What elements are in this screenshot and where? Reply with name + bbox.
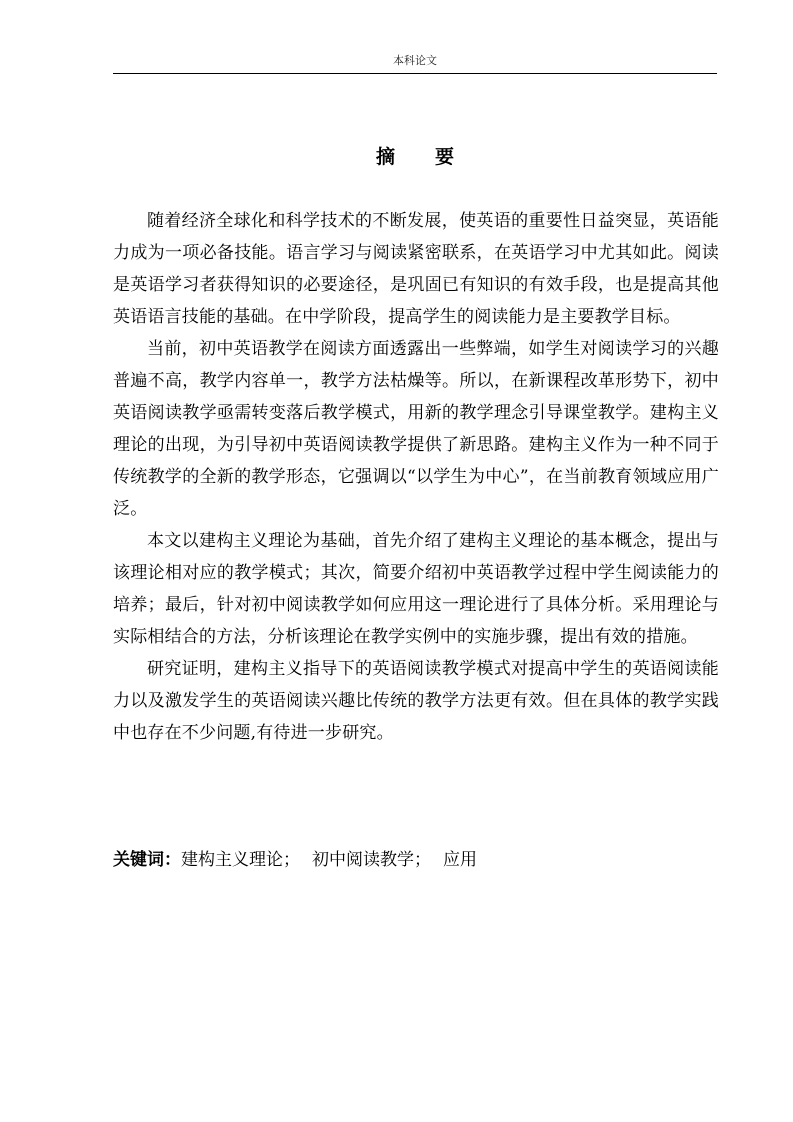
keyword-item: 应用	[443, 850, 477, 870]
abstract-body	[113, 205, 719, 749]
keywords-label: 关键词：	[113, 850, 181, 870]
keyword-item: 建构主义理论；	[181, 850, 300, 870]
running-header: 本科论文	[393, 54, 437, 67]
abstract-paragraph: 研究证明，建构主义指导下的英语阅读教学模式对提高中学生的英语阅读能力以及激发学生的英语阅读兴趣比传统的教学方法更有效。但在具体的教学实践中也存在不少问题,有待进一步研究。	[113, 659, 719, 743]
abstract-paragraph: 随着经济全球化和科学技术的不断发展，使英语的重要性日益突显，英语能力成为一项必备技能。语言学习与阅读紧密联系，在英语学习中尤其如此。阅读是英语学习者获得知识的必要途径，是巩固已有知识的有效手段，也是提高其他英语语言技能的基础。在中学阶段，提高学生的阅读能力是主要教学目标。	[113, 211, 719, 327]
keywords-line	[113, 846, 717, 874]
abstract-paragraph: 当前，初中英语教学在阅读方面透露出一些弊端，如学生对阅读学习的兴趣普遍不高，教学内容单一，教学方法枯燥等。所以，在新课程改革形势下，初中英语阅读教学亟需转变落后教学模式，用新的教学理念引导课堂教学。建构主义理论的出现，为引导初中英语阅读教学提供了新思路。建构主义作为一种不同于传统教学的全新的教学形态，它强调以“以学生为中心”，在当前教育领域应用广泛。	[113, 339, 719, 519]
keyword-item: 初中阅读教学；	[312, 850, 431, 870]
page-title	[113, 144, 717, 170]
title-char-1: 摘	[375, 146, 395, 168]
header-rule	[113, 73, 717, 74]
title-char-2: 要	[435, 146, 455, 168]
abstract-paragraph: 本文以建构主义理论为基础，首先介绍了建构主义理论的基本概念，提出与该理论相对应的教学模式；其次，简要介绍初中英语教学过程中学生阅读能力的培养；最后，针对初中阅读教学如何应用这一理论进行了具体分析。采用理论与实际相结合的方法，分析该理论在教学实例中的实施步骤，提出有效的措施。	[113, 531, 719, 647]
